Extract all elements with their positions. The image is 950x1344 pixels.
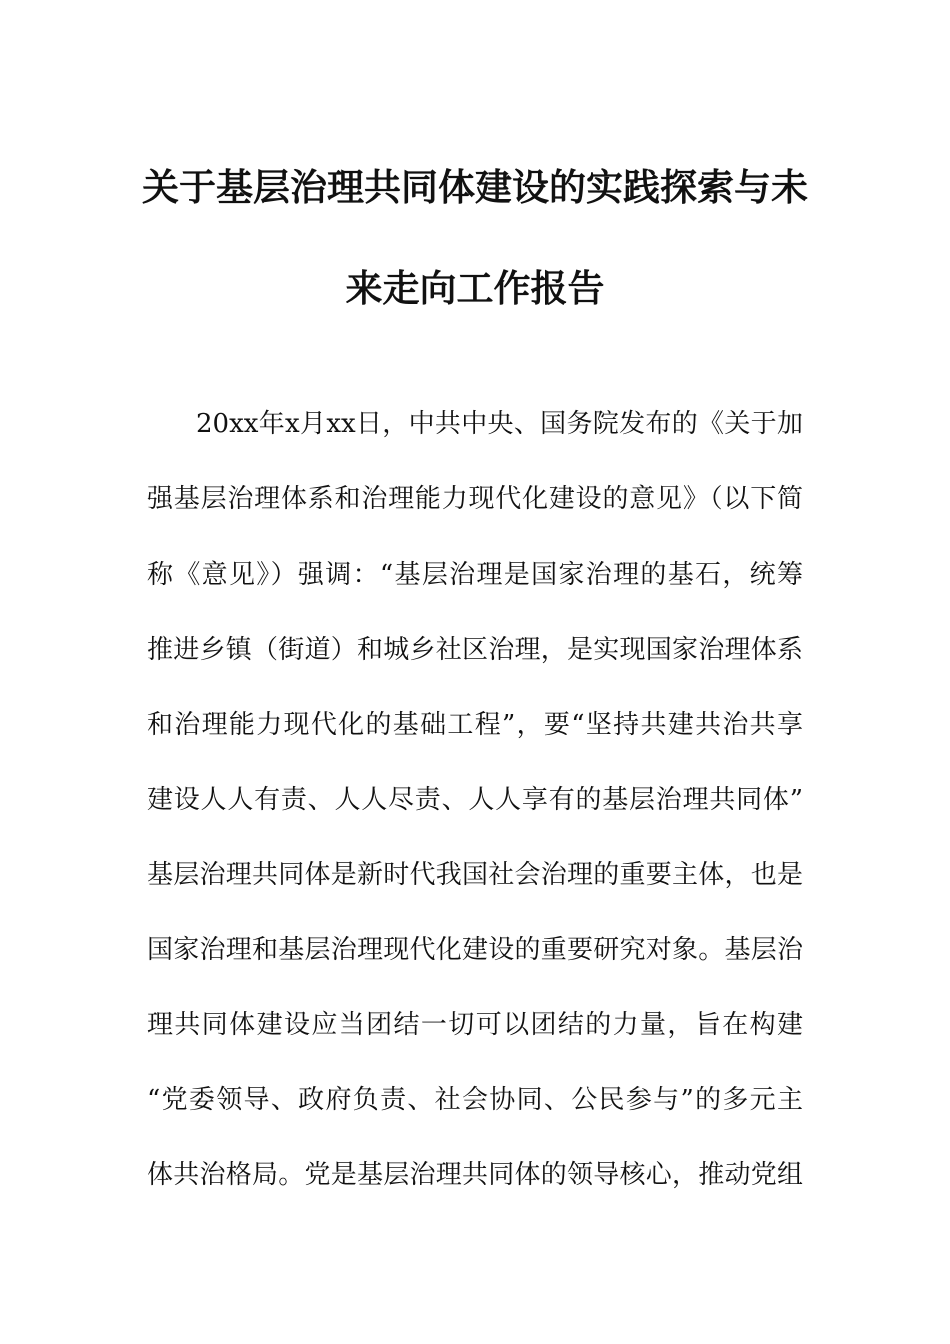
body-line-3: 称《意见》）强调：“基层治理是国家治理的基石，统筹 — [147, 560, 803, 590]
body-line-7: 基层治理共同体是新时代我国社会治理的重要主体，也是 — [147, 860, 803, 890]
body-line-11: 体共治格局。党是基层治理共同体的领导核心，推动党组 — [147, 1160, 803, 1190]
document-title-line-1: 关于基层治理共同体建设的实践探索与未 — [142, 166, 808, 209]
body-line-8: 国家治理和基层治理现代化建设的重要研究对象。基层治 — [147, 935, 803, 965]
document-title-line-2: 来走向工作报告 — [345, 267, 605, 310]
body-line-1: 20xx年x月xx日，中共中央、国务院发布的《关于加 — [196, 409, 803, 439]
body-line-2: 强基层治理体系和治理能力现代化建设的意见》（以下简 — [147, 484, 803, 514]
body-line-10: “党委领导、政府负责、社会协同、公民参与”的多元主 — [147, 1085, 803, 1115]
body-line-4: 推进乡镇（街道）和城乡社区治理，是实现国家治理体系 — [147, 635, 803, 665]
body-line-6: 建设人人有责、人人尽责、人人享有的基层治理共同体” — [147, 785, 803, 815]
body-line-9: 理共同体建设应当团结一切可以团结的力量，旨在构建 — [147, 1010, 803, 1040]
body-line-5: 和治理能力现代化的基础工程”，要“坚持共建共治共享 — [147, 710, 803, 740]
